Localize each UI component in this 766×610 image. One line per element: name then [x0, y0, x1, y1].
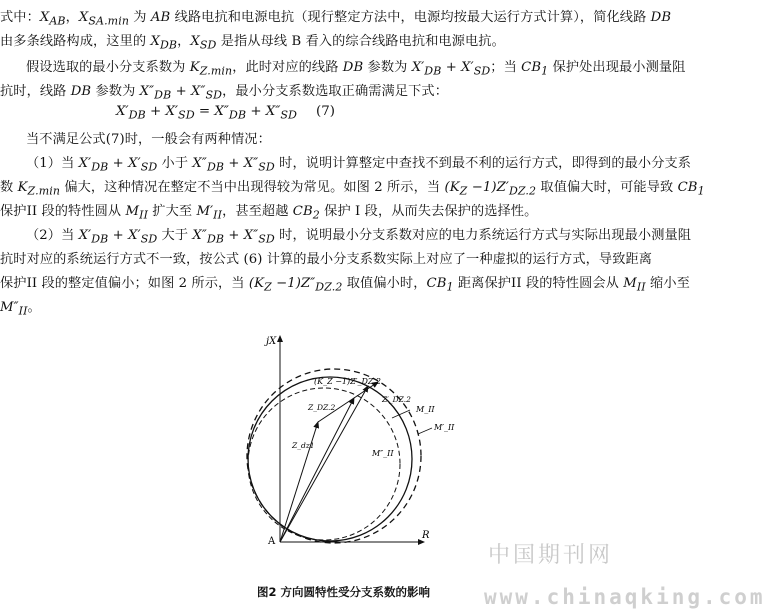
label-zdz2: Z_DZ.2: [308, 403, 336, 412]
leader-m2-prime: [418, 428, 432, 434]
label-m2-prime: M′_II: [434, 423, 455, 432]
paragraph-line-8: 保护II 段的特性圆从 $M_{II}$ 扩大至 $M'_{II}$，甚至超越 $CB_2$ 保护 I 段，从而失去保护的选择性。: [0, 204, 538, 222]
origin-label: A: [268, 536, 276, 547]
label-m2-dprime: M″_II: [372, 449, 394, 458]
paragraph-line-1: 式中：$X_{AB}$，$X_{SA.min}$ 为 AB 线路电抗和电源电抗（现行整定方法中，电源均按最大运行方式计算），简化线路 DB: [0, 10, 672, 28]
vector-zdz1: [280, 422, 318, 542]
label-kz-term: (K_Z −1)Z′_DZ.2: [314, 377, 381, 386]
x-axis-label: R: [422, 530, 430, 541]
label-zdz1: Z_dz1: [292, 441, 315, 450]
paragraph-line-7: 数 $K_{Z.min}$ 偏大，这种情况在整定不当中出现得较为常见。如图 2 所示，当 $(K_Z -1)Z'_{DZ.2}$ 取值偏大时，可能导致 $CB_1$: [0, 180, 705, 198]
paragraph-line-2: 由多条线路构成，这里的 $X_{DB}$，$X_{SD}$ 是指从母线 B 看入的综合线路电抗和电源电抗。: [0, 34, 505, 52]
vector-zdz2: [280, 398, 354, 542]
watermark-cn: 中国期刊网: [488, 543, 614, 568]
paragraph-line-9: （2）当 $X'_{DB} + X'_{SD}$ 大于 $X''_{DB} + X''_{SD}$ 时，说明最小分支系数对应的电力系统运行方式与实际出现最小测量阻: [26, 228, 692, 246]
label-zdz2-prime: Z′_DZ.2: [382, 395, 411, 404]
paragraph-line-5: 当不满足公式(7)时，一般会有两种情况：: [26, 132, 271, 147]
equation-7: $X'_{DB} + X'_{SD} = X''_{DB} + X''_{SD}$: [116, 104, 297, 122]
paragraph-line-11: 保护II 段的整定值偏小；如图 2 所示，当 $(K_Z -1)Z''_{DZ.2}$ 取值偏小时，$CB_1$ 距离保护II 段的特性圆会从 $M_{II}$ 缩小至: [0, 276, 690, 294]
figure-caption: 图2 方向圆特性受分支系数的影响: [257, 585, 431, 599]
equation-number: (7): [316, 104, 335, 119]
paragraph-line-6: （1）当 $X'_{DB} + X'_{SD}$ 小于 $X''_{DB} + X''_{SD}$ 时，说明计算整定中查找不到最不利的运行方式，即得到的最小分支系: [26, 156, 692, 174]
impedance-circle-figure: [236, 330, 455, 575]
paragraph-line-10: 抗时对应的系统运行方式不一致，按公式 (6) 计算的最小分支系数实际上对应了一种虚拟的运行方式，导致距离: [0, 252, 653, 267]
watermark-url: www.chinaqking.com: [484, 585, 766, 609]
y-axis-label: jX: [266, 336, 277, 347]
paragraph-line-12: $M''_{II}$。: [0, 300, 41, 318]
label-m2: M_II: [416, 405, 435, 414]
paragraph-line-4: 抗时，线路 DB 参数为 $X''_{DB} + X''_{SD}$，最小分支系数选取正确需满足下式：: [0, 84, 448, 102]
paragraph-line-3: 假设选取的最小分支系数为 $K_{Z.min}$，此时对应的线路 DB 参数为 $X'_{DB} + X'_{SD}$；当 $CB_1$ 保护处出现最小测量阻: [26, 60, 686, 78]
